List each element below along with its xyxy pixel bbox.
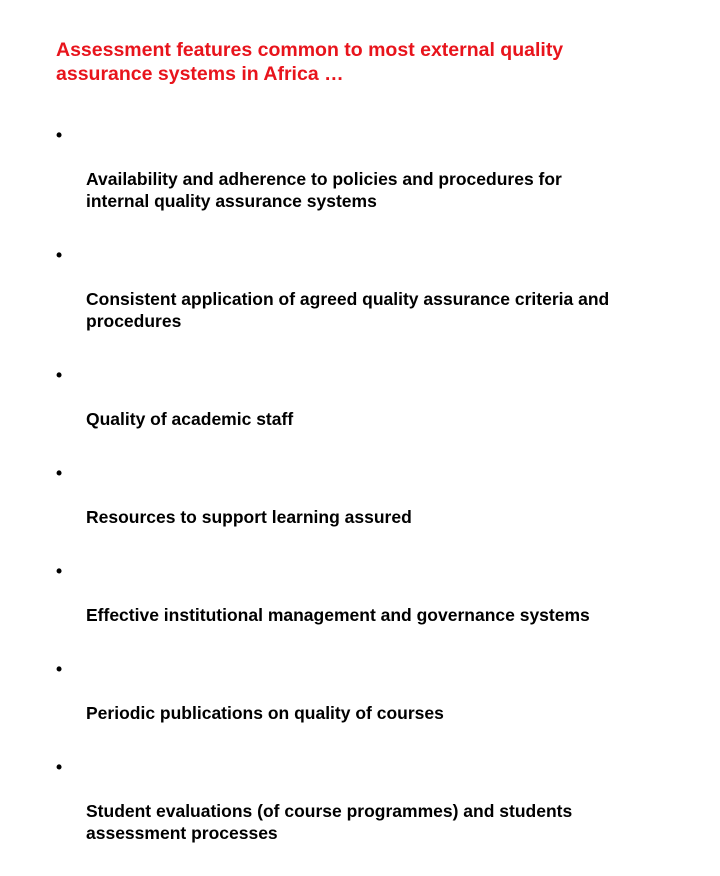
bullet-item [56, 756, 686, 866]
bullet-icon: • [56, 561, 63, 581]
bullet-icon: • [56, 245, 63, 265]
bullet-text: Effective institutional management and governance systems [86, 605, 590, 625]
bullet-item [56, 244, 686, 354]
bullet-item [56, 124, 686, 234]
bullet-icon: • [56, 659, 63, 679]
bullet-text: Quality of academic staff [86, 409, 294, 429]
bullet-icon: • [56, 757, 63, 777]
bullet-text: Consistent application of agreed quality assurance criteria and procedures [86, 289, 610, 331]
bullet-item [56, 462, 686, 550]
bullet-text: Periodic publications on quality of courses [86, 703, 444, 723]
bullet-item [56, 560, 686, 648]
bullet-text: Resources to support learning assured [86, 507, 412, 527]
bullet-item [56, 364, 686, 452]
bullet-item [56, 658, 686, 746]
slide-title: Assessment features common to most external quality assurance systems in Africa … [56, 39, 564, 85]
bullet-list [56, 124, 686, 876]
bullet-text: Availability and adherence to policies and procedures for internal quality assurance systems [86, 169, 562, 211]
bullet-text: Student evaluations (of course programmes) and students assessment processes [86, 801, 573, 843]
bullet-icon: • [56, 463, 63, 483]
bullet-icon: • [56, 125, 63, 145]
bullet-icon: • [56, 365, 63, 385]
